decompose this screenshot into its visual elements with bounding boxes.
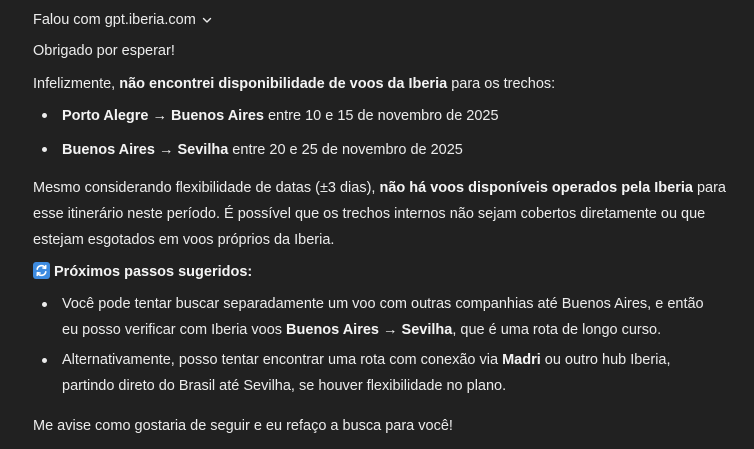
bullet [42, 358, 47, 363]
route-item [62, 103, 742, 129]
route-dates: entre 20 e 25 de novembro de 2025 [228, 142, 463, 158]
intro-post: para os trechos: [447, 76, 556, 92]
route-name: Buenos Aires → Sevilha [62, 142, 229, 158]
availability-paragraph [33, 175, 733, 201]
para2-bold: não há voos disponíveis operados pela Iberia [379, 180, 693, 196]
step-bold: Buenos Aires → Sevilha [286, 322, 453, 338]
para2-pre: Mesmo considerando flexibilidade de datas (±3 dias), [33, 180, 380, 196]
tool-call-title: Falou com gpt.iberia.com [33, 12, 196, 28]
step-bold: Madri [502, 352, 541, 368]
step-item-line-1 [62, 347, 742, 373]
route-name: Porto Alegre → Buenos Aires [62, 108, 264, 124]
closing-text: Me avise como gostaria de seguir e eu refaço a busca para você! [33, 418, 453, 434]
intro-bold: não encontrei disponibilidade de voos da Iberia [119, 76, 448, 92]
chevron-down-icon[interactable] [201, 14, 213, 26]
step-item-line-1: Você pode tentar buscar separadamente um voo com outras companhias até Buenos Aires, e então [62, 296, 704, 312]
bullet [42, 302, 47, 307]
next-steps-heading [33, 259, 733, 285]
step-pre: Alternativamente, posso tentar encontrar uma rota com conexão via [62, 352, 503, 368]
availability-line-3: estejam esgotados em voos próprios da Iberia. [33, 232, 335, 248]
intro-pre: Infelizmente, [33, 76, 120, 92]
bullet [42, 147, 47, 152]
next-steps-title: Próximos passos sugeridos: [54, 264, 253, 280]
step-item-line-2: partindo direto do Brasil até Sevilha, se houver flexibilidade no plano. [62, 378, 507, 394]
step-item-line-2 [62, 317, 742, 343]
thanks-text: Obrigado por esperar! [33, 43, 175, 59]
step-post: ou outro hub Iberia, [540, 352, 671, 368]
refresh-arrows-icon [33, 262, 50, 279]
para2-post: para [692, 180, 726, 196]
bullet [42, 113, 47, 118]
tool-call-header[interactable] [33, 10, 213, 30]
step-pre: eu posso verificar com Iberia voos [62, 322, 287, 338]
intro-paragraph [33, 71, 733, 97]
step-post: , que é uma rota de longo curso. [452, 322, 662, 338]
route-item [62, 137, 742, 163]
availability-line-2: esse itinerário neste período. É possível que os trechos internos não sejam cobertos diretamente ou que [33, 206, 706, 222]
route-dates: entre 10 e 15 de novembro de 2025 [263, 108, 499, 124]
